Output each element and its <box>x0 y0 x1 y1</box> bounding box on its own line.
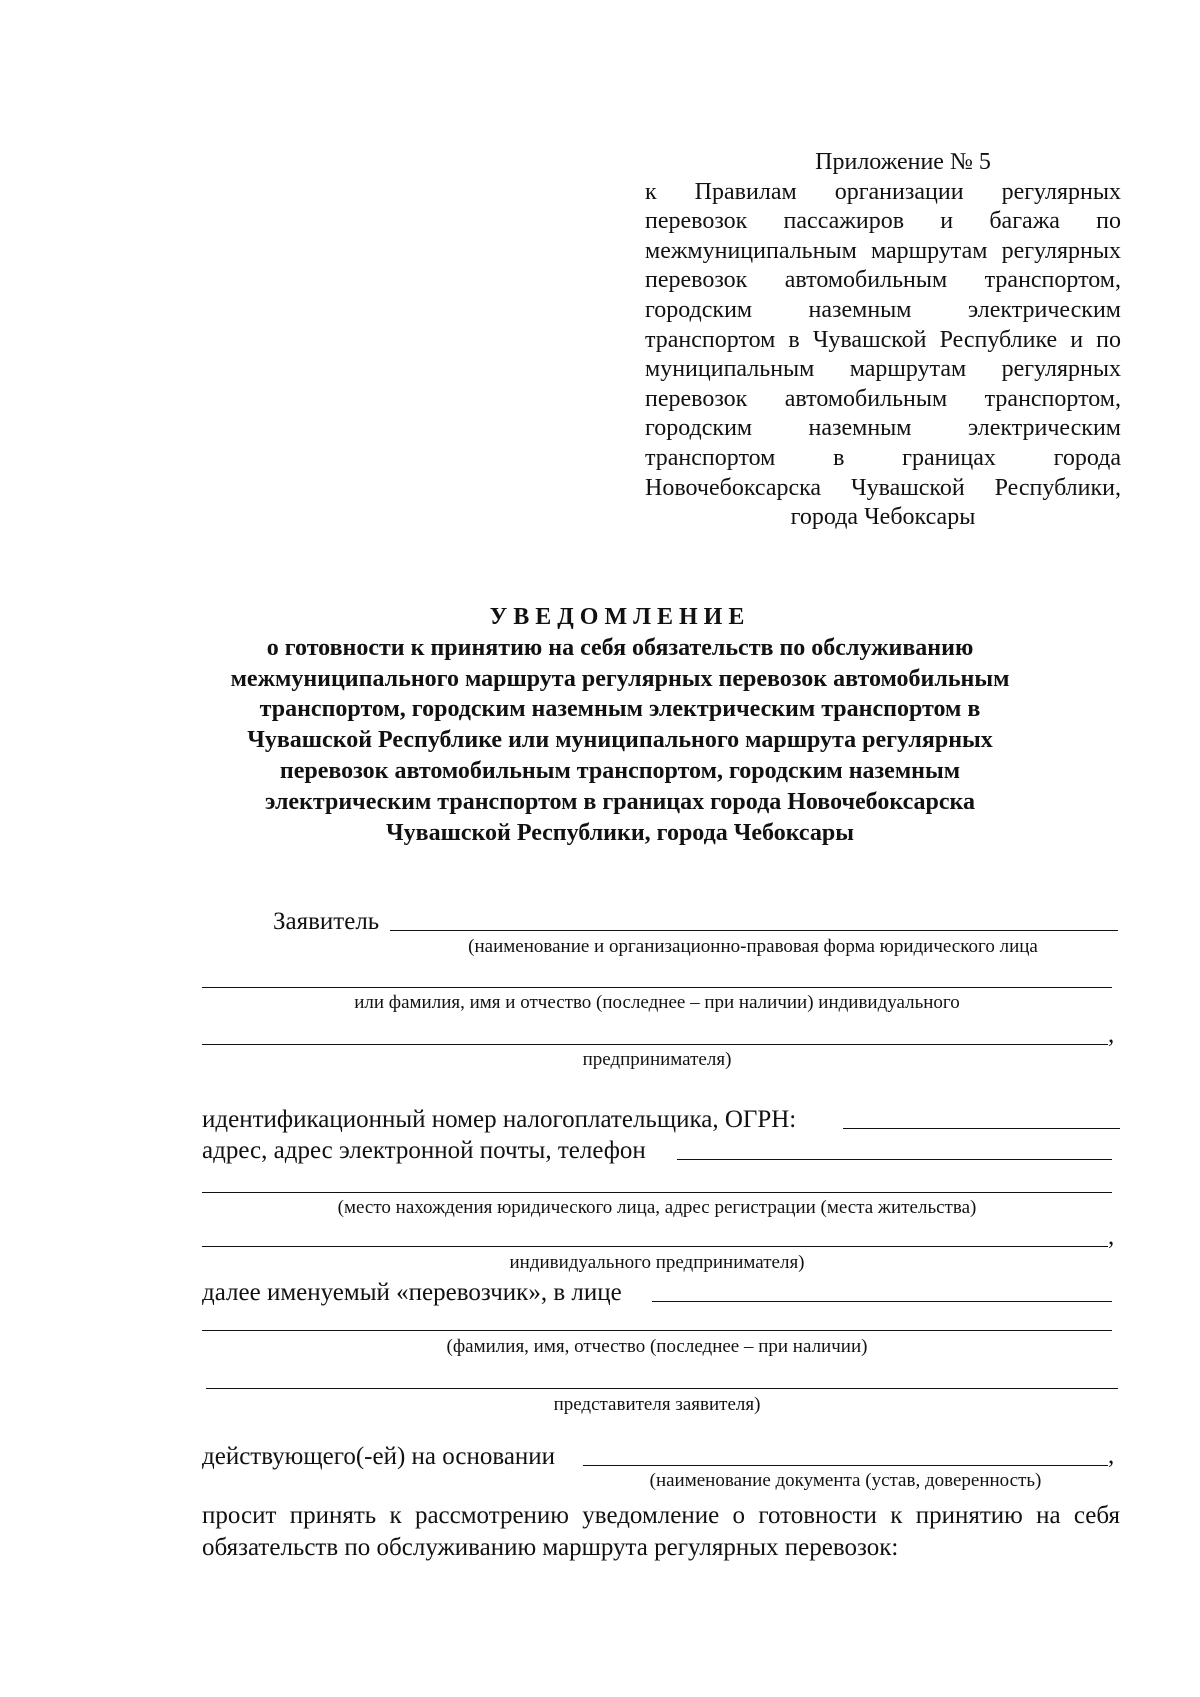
notice-subtitle-line: Чувашской Республике или муниципального маршрута регулярных <box>247 727 993 754</box>
applicant-label: Заявитель <box>273 908 380 935</box>
applicant-name-field-2[interactable] <box>202 987 1112 988</box>
applicant-caption: предпринимателя) <box>582 1049 732 1070</box>
notice-subtitle-line: Чувашской Республики, города Чебоксары <box>386 819 854 846</box>
basis-caption: (наименование документа (устав, доверенность) <box>649 1470 1042 1491</box>
appendix-title: Приложение № 5 <box>815 149 991 175</box>
address-field-3[interactable] <box>202 1246 1108 1247</box>
request-text: просит принять к рассмотрению уведомление о готовности к принятию на себя обязательств по обслуживанию маршрута регулярных перевозок: <box>202 1502 1120 1561</box>
applicant-caption: (наименование и организационно-правовая форма юридического лица <box>468 936 1038 957</box>
representative-field-2[interactable] <box>202 1330 1112 1331</box>
address-caption: индивидуального предпринимателя) <box>509 1252 805 1273</box>
inn-ogrn-label: идентификационный номер налогоплательщика, ОГРН: <box>202 1106 797 1133</box>
address-caption: (место нахождения юридического лица, адрес регистрации (места жительства) <box>337 1197 977 1218</box>
comma: , <box>1108 1021 1115 1048</box>
appendix-body: к Правилам организации регулярных перевозок пассажиров и багажа по межмуниципальным маршрутам регулярных перевозок автомобильным транспортом, городским наземным электрическим транспортом в Чувашской Республике и по муниципальным маршрутам регулярных перевозок автомобильным транспортом, городским наземным электрическим транспортом в границах города Новочебоксарска Чувашской Республики, города Чебоксары <box>645 178 1121 531</box>
comma: , <box>1108 1223 1115 1250</box>
notice-subtitle-line: электрическим транспортом в границах города Новочебоксарска <box>265 788 975 815</box>
representative-caption: (фамилия, имя, отчество (последнее – при наличии) <box>446 1336 868 1357</box>
representative-field-3[interactable] <box>206 1388 1118 1389</box>
carrier-label: далее именуемый «перевозчик», в лице <box>202 1279 622 1306</box>
address-field[interactable] <box>677 1159 1112 1160</box>
inn-ogrn-field[interactable] <box>843 1128 1120 1129</box>
notice-subtitle-line: перевозок автомобильным транспортом, городским наземным <box>279 757 961 784</box>
applicant-name-field-3[interactable] <box>202 1044 1108 1045</box>
representative-field[interactable] <box>652 1301 1112 1302</box>
notice-subtitle-line: транспортом, городским наземным электрическим транспортом в <box>259 696 981 723</box>
basis-field[interactable] <box>583 1465 1108 1466</box>
address-label: адрес, адрес электронной почты, телефон <box>202 1137 646 1164</box>
basis-label: действующего(-ей) на основании <box>202 1443 556 1470</box>
address-field-2[interactable] <box>202 1192 1112 1193</box>
comma: , <box>1108 1442 1115 1469</box>
representative-caption: представителя заявителя) <box>553 1394 761 1415</box>
notice-subtitle-line: о готовности к принятию на себя обязательств по обслуживанию <box>266 634 974 661</box>
applicant-name-field[interactable] <box>390 930 1118 931</box>
notice-heading <box>150 602 1090 848</box>
notice-title: УВЕДОМЛЕНИЕ <box>489 604 751 630</box>
applicant-caption: или фамилия, имя и отчество (последнее – при наличии) индивидуального <box>354 992 960 1013</box>
appendix-block <box>645 148 1121 533</box>
notice-subtitle-line: межмуниципального маршрута регулярных перевозок автомобильным <box>230 665 1010 692</box>
